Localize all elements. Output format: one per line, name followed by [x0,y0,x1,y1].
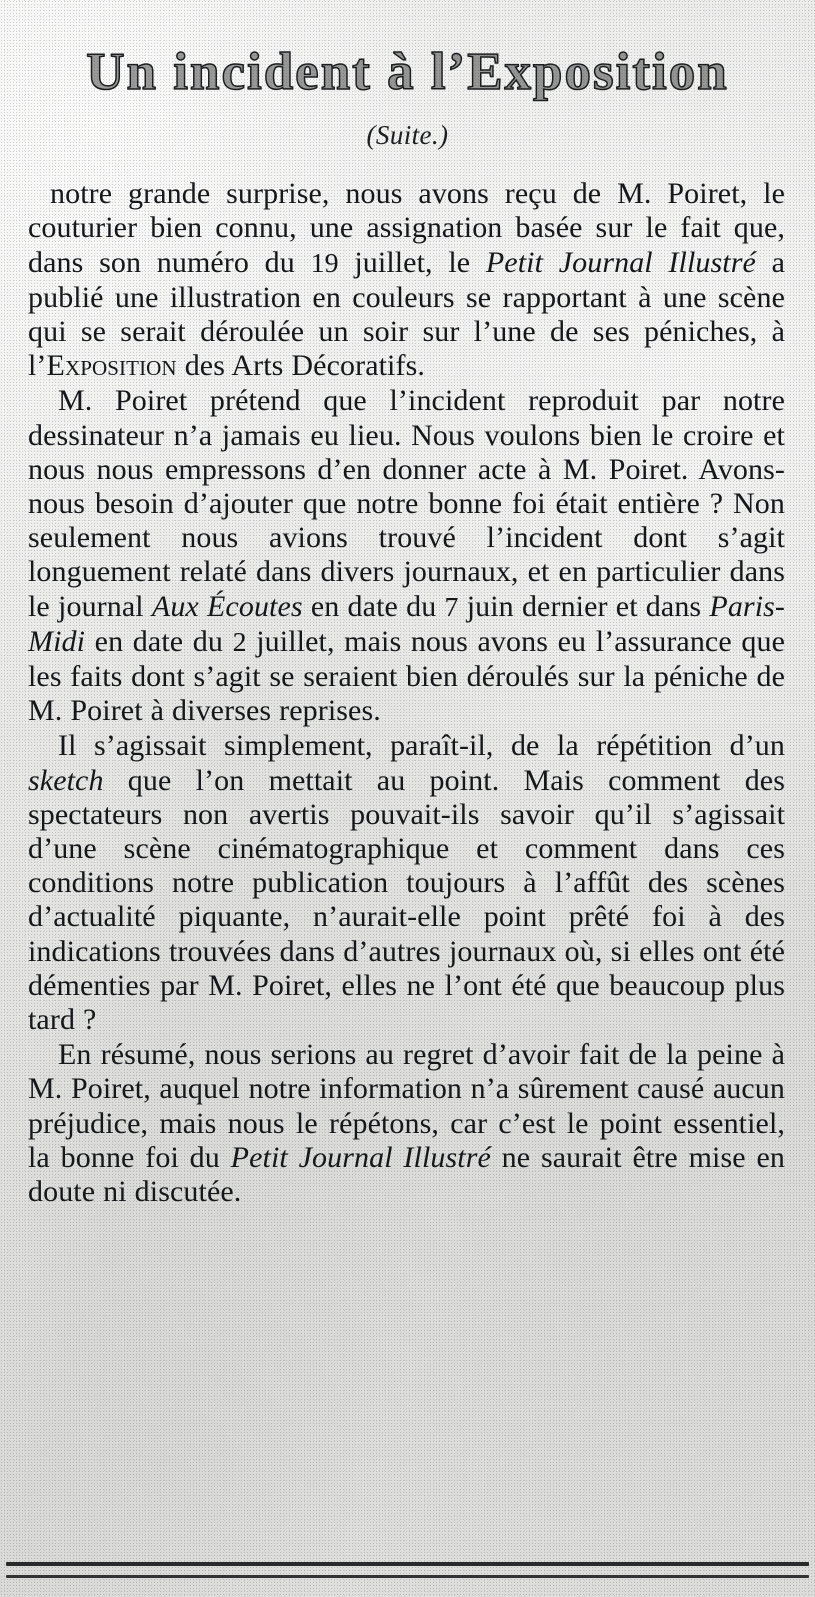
article-body [28,177,785,1209]
p2-publication-paris-midi: Paris-Midi [28,589,785,658]
p1-run-2: juillet, le [338,245,486,279]
p1-date-day: 19 [310,247,339,279]
p3-word-sketch: sketch [28,763,104,797]
p2-publication-aux-ecoutes: Aux Écoutes [151,589,303,623]
p3-run-2: que l’on mettait au point. Mais comment des spectateurs non avertis pouvait-ils savoir qu’il s’agissait d’une scène cinématographique et comment dans ces conditions notre publication toujours à l’affût des scènes d’actualité piquante, n’aurait-elle point prêté foi à des indications trouvées dans d’autres journaux où, si elles ont été démenties par M. Poiret, elles ne l’ont été que beaucoup plus tard ? [28,763,785,1037]
paragraph-1 [28,177,785,383]
paragraph-3 [28,729,785,1037]
horizontal-rule-top [6,1562,809,1566]
drop-cap-letter [28,177,50,185]
p1-run-3: a publié une illustration en couleurs se rapportant à une scène qui se serait déroulée un soir sur l’une de ses péniches, à l’ [28,245,785,383]
bottom-rules [6,1562,809,1578]
article-headline: Un incident à l’Exposition [86,43,729,101]
p2-run-3: juin dernier et dans [458,589,710,623]
horizontal-rule-bottom [6,1575,809,1578]
p4-publication-name: Petit Journal Illustré [230,1140,491,1174]
paragraph-4 [28,1038,785,1209]
p4-run-1: En résumé, nous serions au regret d’avoir fait de la peine à M. Poiret, auquel notre information n’a sûrement causé aucun préjudice, mais nous le répétons, car c’est le point essentiel, la bonne foi du [28,1038,785,1174]
p2-date-day-2: 2 [232,626,247,658]
p2-date-day-1: 7 [444,591,459,623]
p2-run-1: M. Poiret prétend que l’incident reproduit par notre dessinateur n’a jamais eu lieu. Nous voulons bien le croire et nous nous empressons d’en donner acte à M. Poiret. Avons-nous besoin d’ajouter que notre bonne foi était entière ? Non seulement nous avions trouvé l’incident dont s’agit longuement relaté dans divers journaux, et en particulier dans le journal [28,384,785,623]
p2-run-4: en date du [85,624,233,658]
p4-run-2: ne saurait être mise en doute ni discutée. [28,1140,785,1209]
p1-run-4: des Arts Décoratifs. [176,349,425,383]
p3-run-1: Il s’agissait simplement, paraît-il, de la répétition d’un [58,729,785,763]
p1-exposition-smallcaps: Exposition [46,349,177,383]
article-subtitle: (Suite.) [366,120,449,151]
p2-run-2: en date du [302,589,445,623]
p1-publication-name: Petit Journal Illustré [485,245,756,279]
p2-run-5: juillet, mais nous avons eu l’assurance que les faits dont s’agit se seraient bien déroulés sur la péniche de M. Poiret à diverses reprises. [28,624,785,728]
paragraph-2 [28,384,785,728]
p1-run-1: notre grande surprise, nous avons reçu de M. Poiret, le couturier bien connu, une assignation basée sur le fait que, dans son numéro du [28,177,785,279]
